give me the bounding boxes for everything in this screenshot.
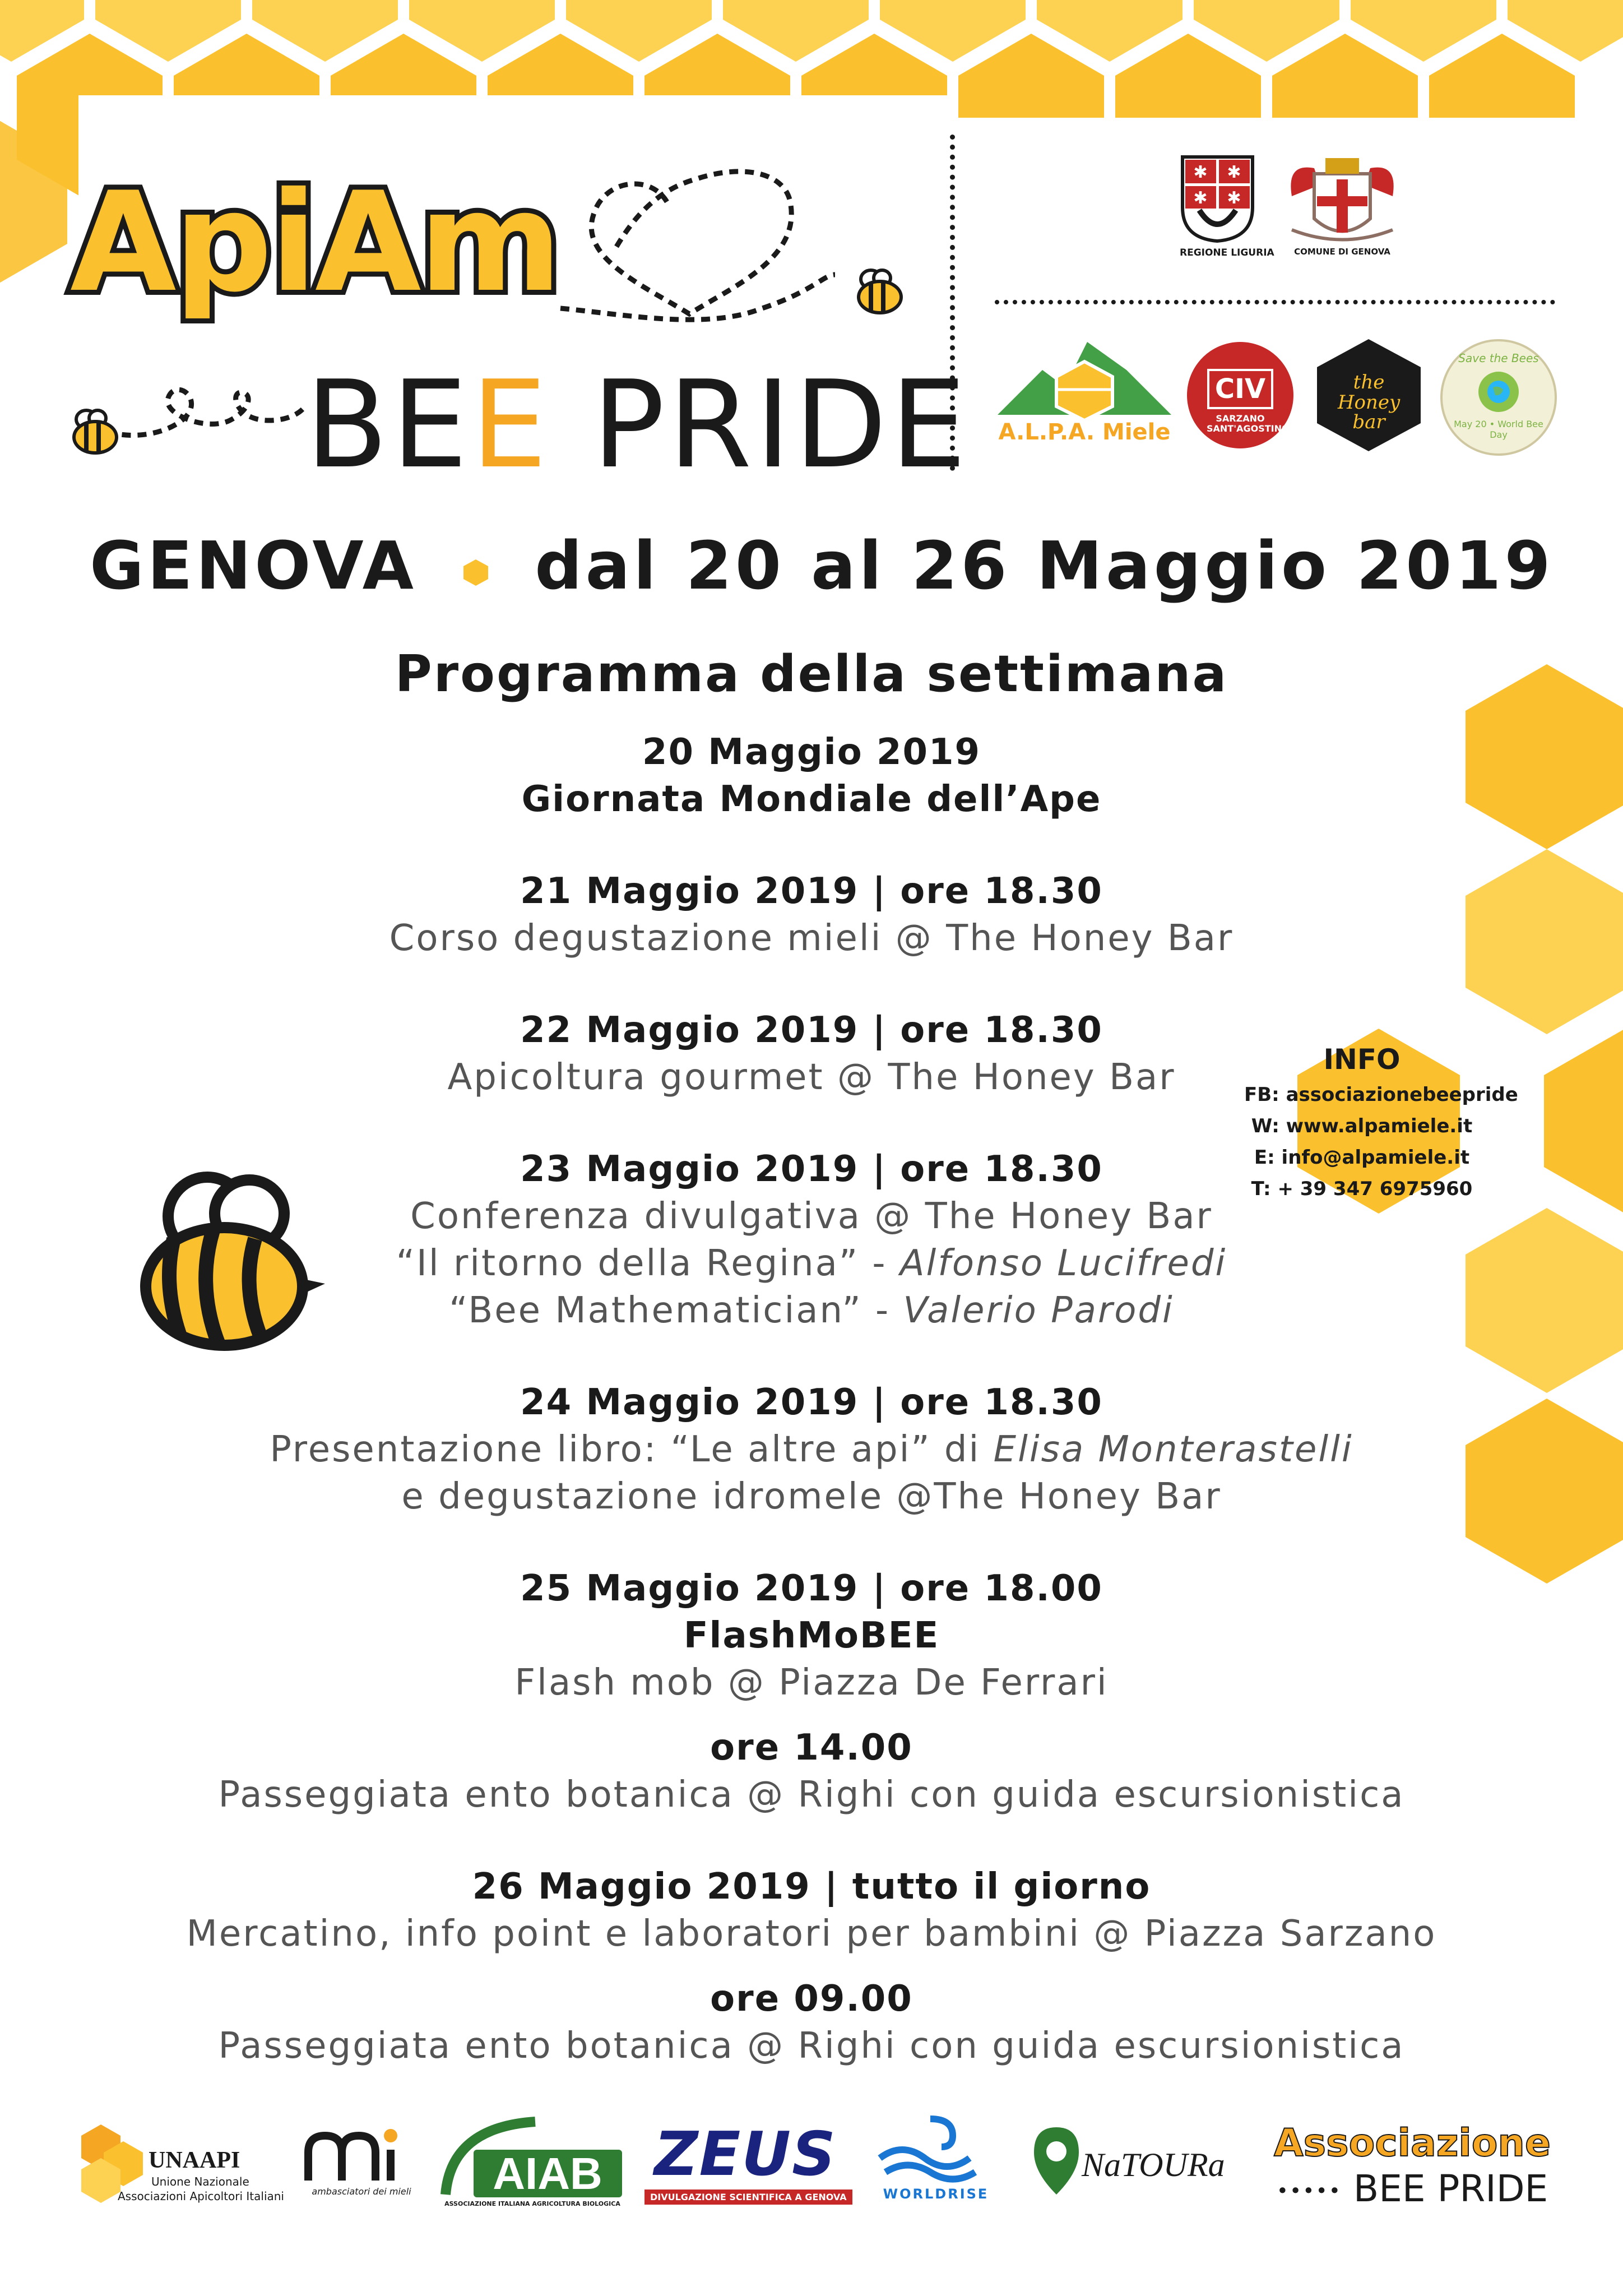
- alpa-mountain-icon: [998, 336, 1171, 420]
- event-dates: dal 20 al 26 Maggio 2019: [535, 527, 1554, 604]
- sponsor-worldrise: [874, 2113, 998, 2220]
- day6-title: FlashMoBEE: [683, 1615, 940, 1656]
- aiab-logo-icon: [440, 2116, 625, 2200]
- day6-date: 25 Maggio 2019 | ore 18.00: [520, 1568, 1103, 1609]
- dotted-trail-icon: •••••: [1276, 2179, 1342, 2203]
- day7b-desc: Passeggiata ento botanica @ Righi con guida escursionistica: [218, 2025, 1405, 2067]
- comune-genova-label: COMUNE DI GENOVA: [1294, 247, 1390, 257]
- logo-bee-pride: [305, 354, 970, 495]
- associazione-bee-pride-text: BEE PRIDE: [1353, 2167, 1548, 2210]
- hexagon-separator-icon: [459, 551, 493, 590]
- unaapi-label: UNAAPI: [149, 2147, 240, 2173]
- logo-bee-highlight: E: [471, 354, 551, 495]
- day5-author: Elisa Monterastelli: [993, 1429, 1353, 1470]
- svg-text:✱: ✱: [1227, 188, 1241, 208]
- sponsor-zeus: [644, 2119, 847, 2214]
- associazione-label: Associazione: [1274, 2121, 1551, 2165]
- sponsor-aiab: [440, 2116, 625, 2217]
- day4-talk1: [168, 1240, 1455, 1287]
- day5-desc1: [168, 1426, 1455, 1473]
- zeus-sublabel: DIVULGAZIONE SCIENTIFICA A GENOVA: [644, 2189, 852, 2205]
- event-date-banner: [90, 527, 1554, 604]
- alpa-miele-label: A.L.P.A. Miele: [998, 419, 1171, 445]
- day4-talk1-title: “Il ritorno della Regina” -: [396, 1243, 900, 1284]
- day5-date: 24 Maggio 2019 | ore 18.30: [520, 1382, 1103, 1423]
- day1-date: 20 Maggio 2019: [642, 732, 981, 773]
- ambasciatori-logo-icon: [303, 2119, 415, 2186]
- big-bee-icon: [135, 1166, 325, 1357]
- regione-liguria-label: REGIONE LIGURIA: [1180, 247, 1274, 258]
- aiab-sublabel: ASSOCIAZIONE ITALIANA AGRICOLTURA BIOLOGICA: [444, 2200, 620, 2207]
- save-bees-top-label: Save the Bees: [1458, 351, 1539, 365]
- info-box: [1244, 1040, 1518, 1205]
- worldrise-wave-icon: [874, 2113, 986, 2186]
- honey-bar-label: the Honey bar: [1337, 371, 1401, 434]
- sponsor-natoura: [1031, 2119, 1233, 2214]
- zeus-label: ZEUS: [654, 2119, 837, 2189]
- day6b-desc: Passeggiata ento botanica @ Righi con guida escursionistica: [218, 1774, 1405, 1816]
- day4-talk2-title: “Bee Mathematician” -: [449, 1290, 903, 1331]
- sponsor-ambasciatori: [303, 2119, 420, 2214]
- logo-pride-part: PRIDE: [550, 354, 970, 495]
- svg-text:✱: ✱: [1193, 163, 1208, 182]
- day7-desc: Mercatino, info point e laboratori per bambini @ Piazza Sarzano: [186, 1913, 1437, 1955]
- info-website[interactable]: W: www.alpamiele.it: [1251, 1115, 1473, 1137]
- event-city: GENOVA: [90, 527, 417, 604]
- civ-label: CIV: [1207, 369, 1273, 409]
- day5-book-title: Presentazione libro: “Le altre api” di: [270, 1429, 994, 1470]
- regione-liguria-emblem: [1180, 154, 1255, 244]
- natoura-label: NaTOURa: [1082, 2146, 1225, 2183]
- small-bee-icon: [67, 404, 123, 460]
- info-email[interactable]: E: info@alpamiele.it: [1254, 1146, 1470, 1169]
- info-facebook: FB: associazionebeepride: [1244, 1084, 1518, 1106]
- regione-liguria-logo: [1180, 154, 1274, 258]
- svg-text:✱: ✱: [1227, 163, 1241, 182]
- day3-desc: Apicoltura gourmet @ The Honey Bar: [447, 1057, 1176, 1098]
- day2-desc: Corso degustazione mieli @ The Honey Bar: [389, 918, 1234, 959]
- sponsor-associazione-bee-pride: [1255, 2121, 1569, 2214]
- day7b-time: ore 09.00: [710, 1978, 913, 2020]
- honey-bar-logo: [1314, 336, 1423, 454]
- flower-globe-icon: [1476, 369, 1521, 414]
- day1-title: Giornata Mondiale dell’Ape: [521, 779, 1102, 820]
- day4-date: 23 Maggio 2019 | ore 18.30: [520, 1149, 1103, 1190]
- aiab-text: AIAB: [493, 2149, 602, 2198]
- comune-genova-logo: [1281, 151, 1404, 257]
- day4-talk2-speaker: Valerio Parodi: [903, 1290, 1174, 1331]
- day3-date: 22 Maggio 2019 | ore 18.30: [520, 1010, 1103, 1051]
- program-list: [168, 729, 1455, 2070]
- logo-bee-part: BE: [305, 354, 471, 495]
- day6b-time: ore 14.00: [710, 1727, 913, 1769]
- day4-desc: Conferenza divulgativa @ The Honey Bar: [410, 1196, 1213, 1237]
- info-heading: INFO: [1323, 1043, 1401, 1076]
- sponsor-unaapi: [78, 2119, 291, 2214]
- associazione-bee-pride-label: [1255, 2167, 1569, 2210]
- save-bees-bottom-label: May 20 • World Bee Day: [1454, 419, 1543, 440]
- alpa-miele-logo: [998, 336, 1171, 445]
- unaapi-sub2: Associazioni Apicoltori Italiani: [118, 2189, 284, 2203]
- map-pin-icon: [1031, 2124, 1082, 2197]
- save-the-bees-logo: [1440, 339, 1557, 456]
- day5-desc2: e degustazione idromele @The Honey Bar: [401, 1476, 1222, 1517]
- day4-talk2: [168, 1287, 1455, 1334]
- header-divider-vertical: [950, 135, 955, 471]
- svg-text:✱: ✱: [1193, 188, 1208, 208]
- civ-sarzano-logo: [1187, 342, 1293, 448]
- civ-sublabel: SARZANO SANT'AGOSTINO: [1207, 413, 1290, 434]
- ambasciatori-label: ambasciatori dei mieli: [312, 2186, 411, 2197]
- day2-date: 21 Maggio 2019 | ore 18.30: [520, 871, 1103, 912]
- unaapi-sub1: Unione Nazionale: [151, 2175, 249, 2188]
- comune-genova-emblem: [1281, 151, 1404, 247]
- day6-desc: Flash mob @ Piazza De Ferrari: [514, 1662, 1109, 1704]
- program-heading: Programma della settimana: [395, 645, 1228, 703]
- day7-date: 26 Maggio 2019 | tutto il giorno: [472, 1866, 1151, 1908]
- info-phone: T: + 39 347 6975960: [1251, 1178, 1473, 1200]
- header-divider-horizontal: [995, 300, 1555, 304]
- small-bee-icon: [852, 263, 908, 320]
- day4-talk1-speaker: Alfonso Lucifredi: [899, 1243, 1227, 1284]
- logo-title-apiam: ApiAm: [70, 163, 560, 322]
- worldrise-label: WORLDRISE: [883, 2186, 989, 2202]
